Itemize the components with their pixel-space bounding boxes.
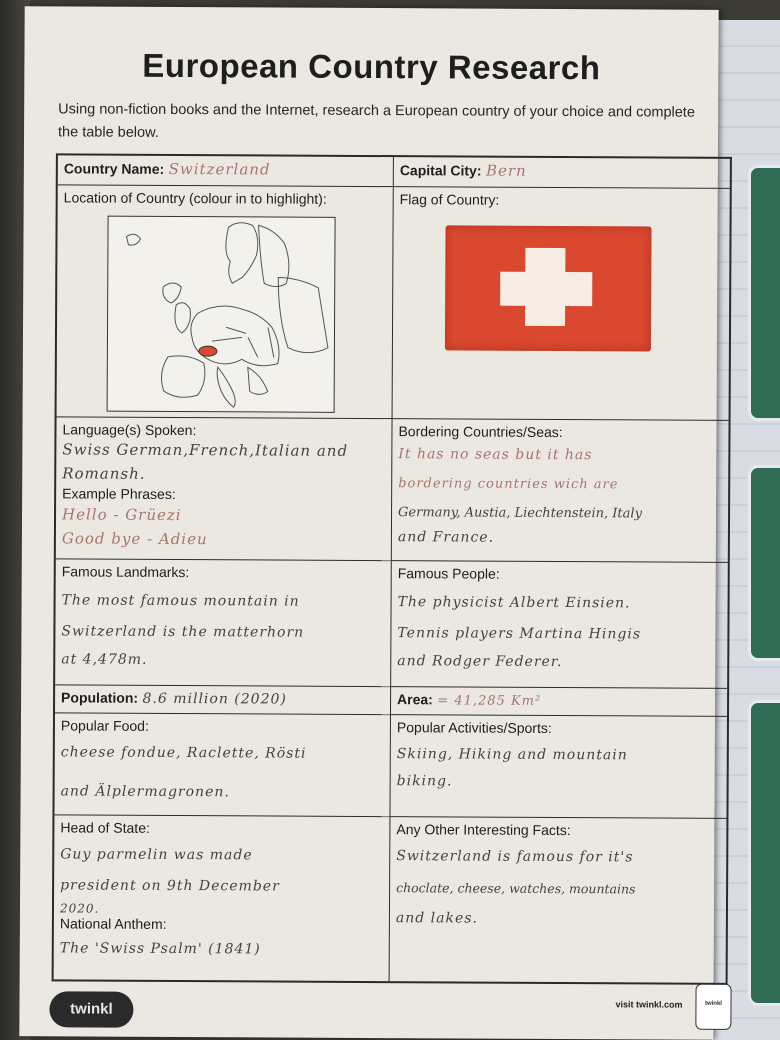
facts-label: Any Other Interesting Facts: <box>396 821 571 839</box>
languages-cell <box>56 417 393 561</box>
facts-line: Switzerland is famous for it's <box>396 848 634 866</box>
area-value: = 41,285 Km² <box>437 693 542 709</box>
head-of-state-line: president on 9th December <box>60 877 280 895</box>
capital-city-label: Capital City: <box>399 162 482 179</box>
people-line: Tennis players Martina Hingis <box>397 625 642 643</box>
facts-line: choclate, cheese, watches, mountains <box>396 880 636 897</box>
population-value: 8.6 million (2020) <box>142 690 287 708</box>
bordering-label: Bordering Countries/Seas: <box>398 423 563 441</box>
population-label: Population: <box>61 689 139 706</box>
people-cell <box>391 561 728 689</box>
location-label: Location of Country (colour in to highlight): <box>63 189 327 207</box>
languages-line: Romansh. <box>62 464 146 483</box>
country-name-label: Country Name: <box>63 160 165 177</box>
activities-line: biking. <box>396 773 453 790</box>
languages-line: Swiss German,French,Italian and <box>62 440 349 460</box>
badge-text: twinkl <box>704 1000 723 1007</box>
people-line: The physicist Albert Einsien. <box>397 594 631 612</box>
area-label: Area: <box>397 691 433 708</box>
bordering-line: bordering countries wich are <box>398 476 619 493</box>
twinkl-logo: twinkl <box>49 991 133 1027</box>
activities-line: Skiing, Hiking and mountain <box>396 746 628 764</box>
bordering-line: and France. <box>397 529 495 546</box>
green-divider-tab <box>748 700 780 1006</box>
instructions: Using non-fiction books and the Internet, research a European country of your choice and complete the table below. <box>57 101 695 141</box>
capital-city-cell <box>394 157 730 189</box>
country-name-value: Switzerland <box>168 159 271 179</box>
anthem-value: The 'Swiss Psalm' (1841) <box>59 940 261 958</box>
head-of-state-cell <box>54 815 391 981</box>
people-line: and Rodger Federer. <box>397 653 563 671</box>
head-of-state-label: Head of State: <box>60 819 150 836</box>
landmarks-line: Switzerland is the matterhorn <box>61 623 305 641</box>
people-label: Famous People: <box>397 565 500 582</box>
twinkl-badge <box>695 984 731 1030</box>
footer-url: visit twinkl.com <box>615 999 683 1010</box>
food-cell <box>54 713 391 817</box>
landmarks-cell <box>55 559 392 687</box>
head-of-state-line: Guy parmelin was made <box>60 846 253 864</box>
flag-label: Flag of Country: <box>399 191 500 208</box>
languages-label: Language(s) Spoken: <box>62 421 197 439</box>
phrases-line: Hello - Grüezi <box>61 505 182 525</box>
worksheet-page <box>19 6 723 1040</box>
bordering-cell <box>392 419 729 563</box>
bordering-line: It has no seas but it has <box>398 446 593 464</box>
flag-cross-horizontal <box>500 272 592 306</box>
research-table <box>52 153 732 985</box>
bordering-line: Germany, Austia, Liechtenstein, Italy <box>398 505 642 522</box>
phrases-label: Example Phrases: <box>62 485 176 502</box>
landmarks-line: The most famous mountain in <box>61 592 300 610</box>
phrases-line: Good bye - Adieu <box>61 529 208 549</box>
page-title: European Country Research <box>142 46 601 87</box>
food-label: Popular Food: <box>60 717 149 734</box>
activities-cell <box>390 715 727 819</box>
landmarks-label: Famous Landmarks: <box>61 563 190 581</box>
landmarks-line: at 4,478m. <box>61 651 148 668</box>
population-cell <box>55 685 391 715</box>
area-cell <box>391 687 727 717</box>
food-line: cheese fondue, Raclette, Rösti <box>60 744 307 762</box>
facts-line: and lakes. <box>395 910 478 927</box>
food-line: and Älplermagronen. <box>60 783 230 801</box>
head-of-state-line: 2020. <box>59 901 100 916</box>
location-cell <box>57 185 394 419</box>
green-divider-tab <box>748 465 780 661</box>
anthem-label: National Anthem: <box>59 915 167 932</box>
green-divider-tab <box>748 165 780 421</box>
swiss-flag <box>445 225 652 351</box>
flag-cell <box>393 187 730 421</box>
switzerland-highlight <box>199 346 217 356</box>
capital-city-value: Bern <box>485 161 527 180</box>
europe-map <box>107 216 336 413</box>
activities-label: Popular Activities/Sports: <box>396 719 552 736</box>
country-name-cell <box>58 155 394 187</box>
facts-cell <box>390 817 727 983</box>
